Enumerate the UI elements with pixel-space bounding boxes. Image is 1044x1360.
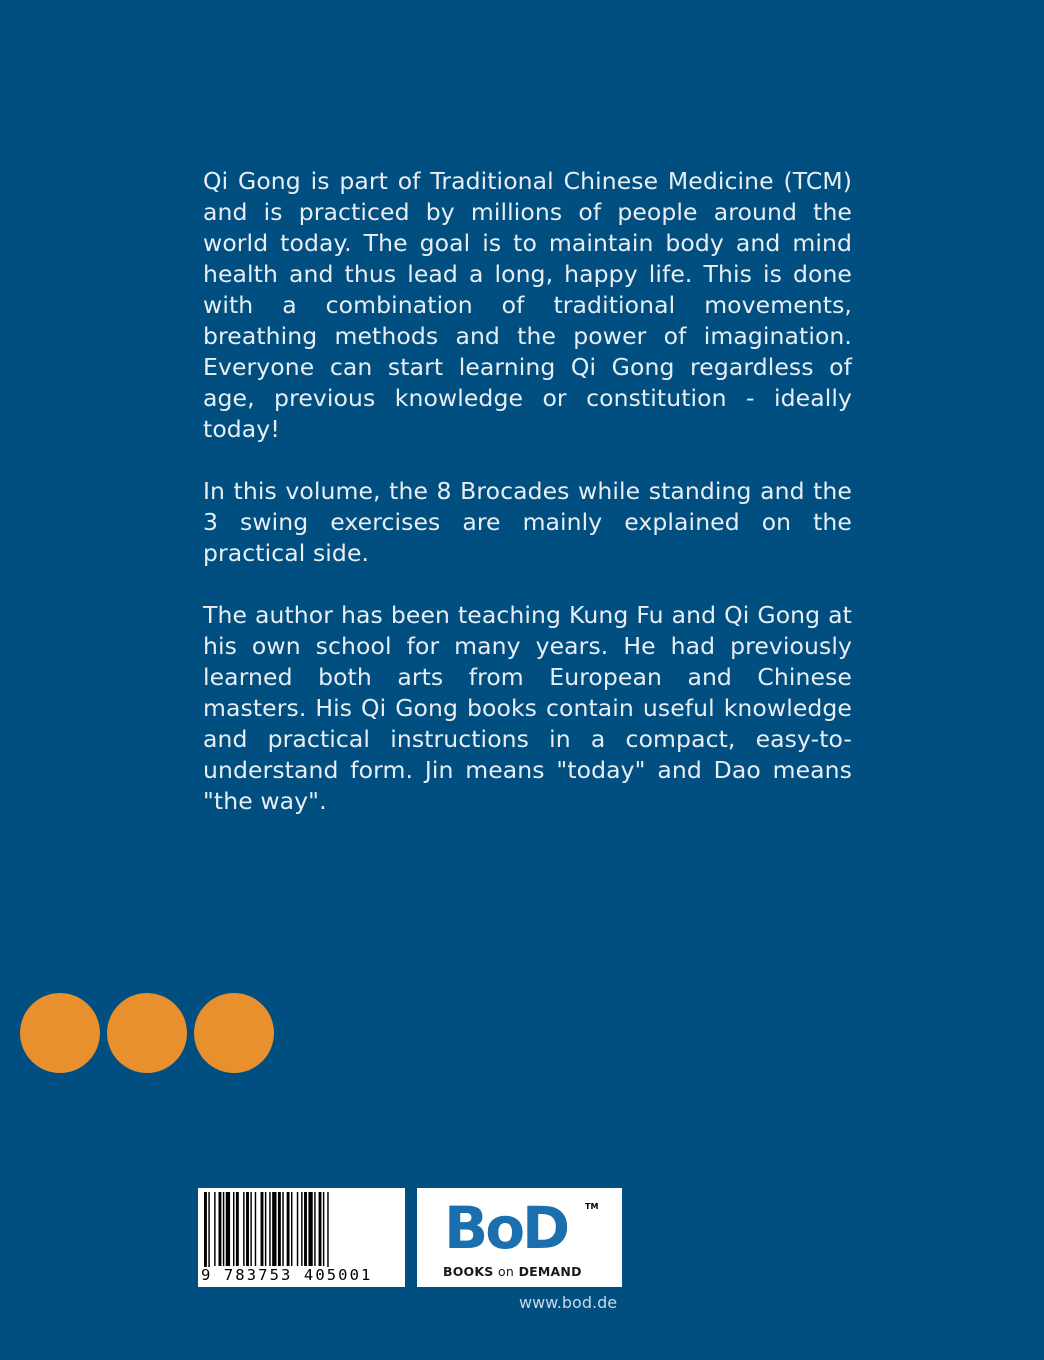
barcode-bar bbox=[214, 1192, 215, 1266]
barcode-bar bbox=[243, 1192, 244, 1266]
barcode-bar bbox=[278, 1192, 281, 1266]
barcode-bar bbox=[226, 1192, 230, 1266]
isbn-barcode bbox=[198, 1188, 405, 1287]
tagline-books: BOOKS bbox=[443, 1264, 494, 1279]
barcode-bar bbox=[282, 1192, 283, 1266]
barcode-bar bbox=[319, 1192, 322, 1266]
blurb-paragraph-volume: In this volume, the 8 Brocades while standing and the 3 swing exercises are mainly explained on the practical side. bbox=[203, 477, 852, 567]
blurb-paragraph-intro: Qi Gong is part of Traditional Chinese Medicine (TCM) and is practiced by millions of people around the world today. The goal is to maintain body and mind health and thus lead a long, happy life. This is done with a combination of traditional movements, breathing methods and the power of imagination. Everyone can start learning Qi Gong regardless of age, previous knowledge or constitution - ideally today! bbox=[203, 167, 852, 443]
tagline-on: on bbox=[498, 1264, 515, 1279]
publisher-tagline bbox=[443, 1264, 582, 1279]
publisher-url[interactable]: www.bod.de bbox=[519, 1293, 618, 1312]
barcode-bar bbox=[255, 1192, 256, 1266]
tagline-demand: DEMAND bbox=[518, 1264, 582, 1279]
barcode-bar bbox=[204, 1192, 207, 1268]
barcode-bar bbox=[236, 1192, 239, 1266]
barcode-bar bbox=[297, 1192, 298, 1266]
barcode-bar bbox=[272, 1192, 276, 1266]
decorative-dots bbox=[20, 993, 274, 1073]
barcode-bar bbox=[287, 1192, 290, 1266]
isbn-number: 9 783753 405001 bbox=[200, 1267, 404, 1283]
barcode-bar bbox=[265, 1192, 266, 1266]
barcode-bar bbox=[304, 1192, 307, 1266]
barcode-bar bbox=[250, 1192, 251, 1266]
barcode-bar bbox=[308, 1192, 312, 1266]
barcode-bar bbox=[269, 1192, 270, 1266]
publisher-logo: BoD bbox=[444, 1194, 568, 1262]
barcode-bar bbox=[219, 1192, 222, 1266]
barcode-bar bbox=[223, 1192, 224, 1266]
barcode-bar bbox=[301, 1192, 302, 1266]
blurb-paragraph-author: The author has been teaching Kung Fu and Qi Gong at his own school for many years. He had previously learned both arts from European and Chinese masters. His Qi Gong books contain useful knowledge and practical instructions in a compact, easy-to-understand form. Jin means "today" and Dao means "the way". bbox=[203, 601, 852, 815]
barcode-bar bbox=[291, 1192, 292, 1266]
barcode-bars bbox=[198, 1188, 405, 1268]
barcode-bar bbox=[327, 1192, 328, 1268]
barcode-bar bbox=[261, 1192, 264, 1266]
orange-dot bbox=[107, 993, 187, 1073]
orange-dot bbox=[20, 993, 100, 1073]
barcode-bar bbox=[233, 1192, 234, 1266]
trademark-mark: TM bbox=[585, 1202, 599, 1211]
publisher-logo-box bbox=[417, 1188, 622, 1287]
barcode-bar bbox=[314, 1192, 315, 1266]
back-cover-blurb bbox=[203, 166, 852, 848]
barcode-bar bbox=[323, 1192, 324, 1266]
orange-dot bbox=[194, 993, 274, 1073]
barcode-bar bbox=[246, 1192, 249, 1266]
barcode-bar bbox=[208, 1192, 209, 1268]
